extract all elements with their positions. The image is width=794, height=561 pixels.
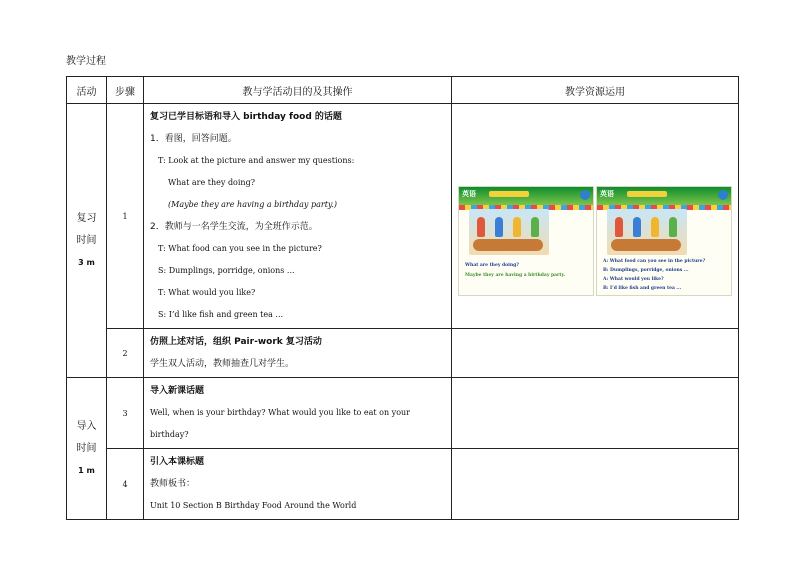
purpose-cell <box>144 449 452 520</box>
party-illustration <box>469 209 549 255</box>
resources-cell <box>452 329 739 378</box>
content-line: (Maybe they are having a birthday party.) <box>168 200 338 209</box>
child-figure <box>531 217 539 237</box>
activity-time-label: 时间 <box>76 442 97 454</box>
step-heading: 仿照上述对话，组织 Pair-work 复习活动 <box>150 337 322 347</box>
step-heading: 导入新课话题 <box>150 386 205 396</box>
slide-header <box>459 187 593 205</box>
slide-emblem-icon <box>718 190 728 200</box>
content-line: 1．看图，回答问题。 <box>150 134 237 144</box>
slide-dialogue-line: A: What would you like? <box>603 277 664 282</box>
step-cell: 3 <box>107 378 144 449</box>
lesson-plan-table <box>66 76 739 520</box>
slide-dialogue-line: B: I’d like fish and green tea ... <box>603 286 682 291</box>
resources-cell <box>452 378 739 449</box>
child-figure <box>513 217 521 237</box>
header-step: 步骤 <box>107 77 144 104</box>
slide-badge <box>489 191 529 197</box>
slide-thumbnail <box>458 186 594 296</box>
content-line: What are they doing? <box>168 178 255 187</box>
table-row <box>67 449 739 520</box>
step-cell: 1 <box>107 104 144 329</box>
slide-dialogue-line: A: What food can you see in the picture? <box>603 259 706 264</box>
table-row <box>67 378 739 449</box>
section-title: 教学过程 <box>66 56 106 67</box>
purpose-cell <box>144 329 452 378</box>
content-line: T: What food can you see in the picture? <box>158 244 322 253</box>
food-table <box>473 239 543 251</box>
purpose-cell <box>144 104 452 329</box>
content-line: Unit 10 Section B Birthday Food Around the World <box>150 501 357 510</box>
child-figure <box>477 217 485 237</box>
step-cell: 4 <box>107 449 144 520</box>
header-row <box>67 77 739 104</box>
table-row <box>67 104 739 329</box>
slide-logo: 英语 <box>600 190 614 198</box>
resources-cell <box>452 104 739 329</box>
content-line: Well, when is your birthday? What would you like to eat on your birthday? <box>150 408 410 439</box>
purpose-cell <box>144 378 452 449</box>
activity-duration: 3 m <box>78 257 95 267</box>
table-row <box>67 329 739 378</box>
child-figure <box>633 217 641 237</box>
content-line: 教师板书： <box>150 479 196 489</box>
slide-badge <box>627 191 667 197</box>
step-heading: 引入本课标题 <box>150 457 205 467</box>
child-figure <box>651 217 659 237</box>
step-cell: 2 <box>107 329 144 378</box>
activity-duration: 1 m <box>78 465 95 475</box>
resources-cell <box>452 449 739 520</box>
slide-dialogue-line: B: Dumplings, porridge, onions ... <box>603 268 689 273</box>
food-table <box>611 239 681 251</box>
content-line: 2．教师与一名学生交流，为全班作示范。 <box>150 222 318 232</box>
content-line: S: I’d like fish and green tea ... <box>158 310 284 319</box>
activity-review-cell <box>67 104 107 378</box>
content-line: 学生双人活动，教师抽查几对学生。 <box>150 359 295 369</box>
step-heading: 复习已学目标语和导入 birthday food 的话题 <box>150 112 342 122</box>
header-resources: 教学资源运用 <box>452 77 739 104</box>
slide-question: What are they doing? <box>465 263 519 268</box>
activity-name: 复习 <box>76 212 97 224</box>
content-line: T: What would you like? <box>158 288 256 297</box>
header-activity: 活动 <box>67 77 107 104</box>
child-figure <box>615 217 623 237</box>
slide-answer: Maybe they are having a birthday party. <box>465 273 566 278</box>
activity-intro-cell <box>67 378 107 520</box>
party-illustration <box>607 209 687 255</box>
child-figure <box>669 217 677 237</box>
slide-logo: 英语 <box>462 190 476 198</box>
activity-time-label: 时间 <box>76 234 97 246</box>
slide-thumbnail <box>596 186 732 296</box>
slide-header <box>597 187 731 205</box>
content-line: T: Look at the picture and answer my questions: <box>158 156 355 165</box>
slide-emblem-icon <box>580 190 590 200</box>
header-purpose: 教与学活动目的及其操作 <box>144 77 452 104</box>
activity-name: 导入 <box>76 420 97 432</box>
child-figure <box>495 217 503 237</box>
content-line: S: Dumplings, porridge, onions ... <box>158 266 295 275</box>
